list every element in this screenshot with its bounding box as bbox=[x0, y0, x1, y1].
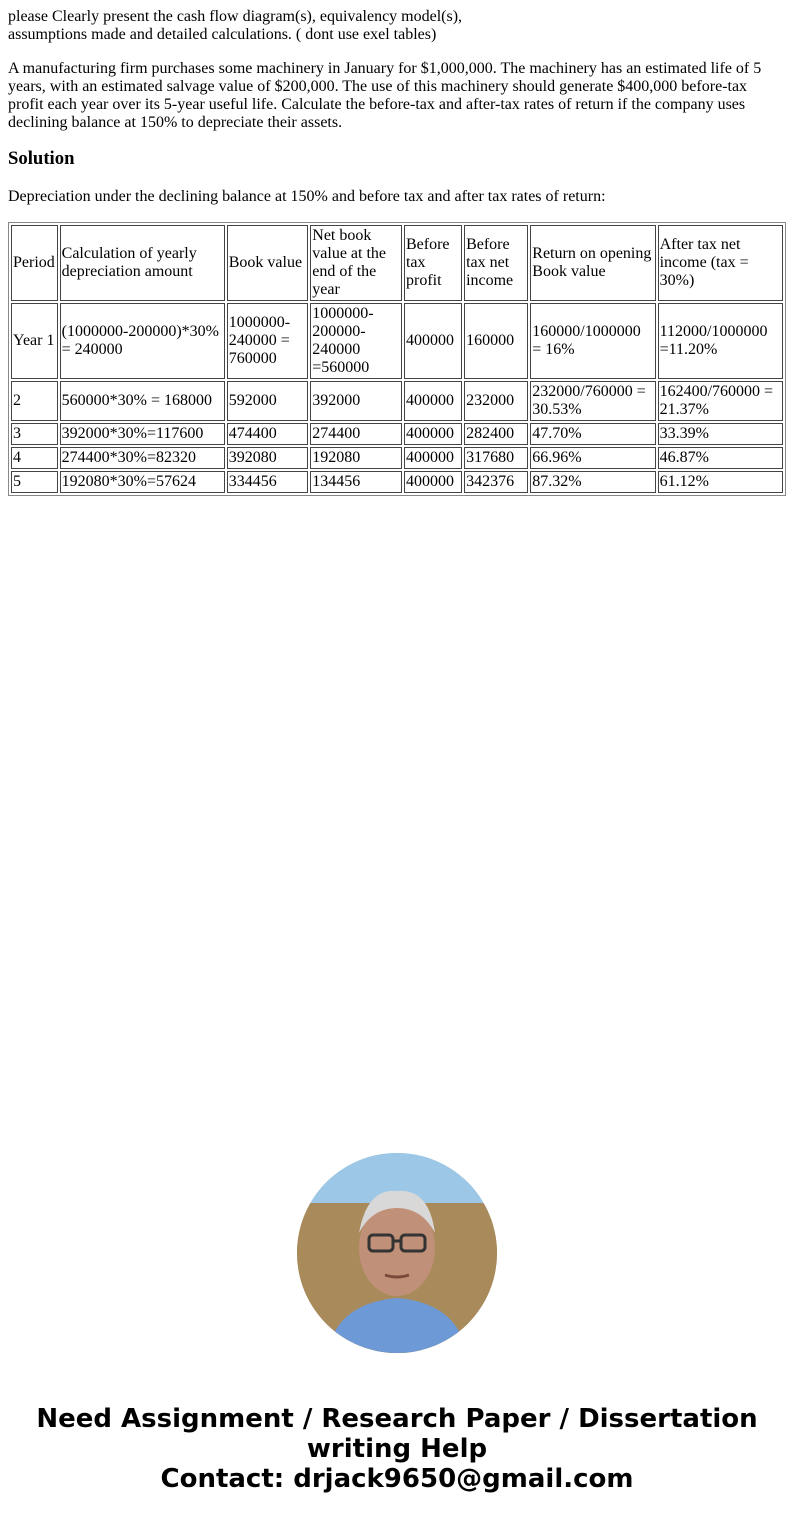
table-cell: Year 1 bbox=[11, 303, 58, 379]
table-cell: 5 bbox=[11, 471, 58, 493]
table-header-row bbox=[11, 225, 783, 301]
table-cell: 3 bbox=[11, 423, 58, 445]
question-problem: A manufacturing firm purchases some machinery in January for $1,000,000. The machinery has an estimated life of 5 years, with an estimated salvage value of $200,000. The use of this machinery should generate $400,000 before-tax profit each year over its 5-year useful life. Calculate the before-tax and after-tax rates of return if the company uses declining balance at 150% to depreciate their assets. bbox=[8, 60, 762, 131]
table-cell: Book value bbox=[227, 225, 309, 301]
table-cell: 274400*30%=82320 bbox=[60, 447, 225, 469]
table-cell: 232000 bbox=[464, 381, 528, 421]
table-row bbox=[11, 303, 783, 379]
table-row bbox=[11, 447, 783, 469]
solution-heading: Solution bbox=[8, 148, 75, 169]
table-cell: 192080 bbox=[310, 447, 402, 469]
table-cell: 192080*30%=57624 bbox=[60, 471, 225, 493]
table-cell: 400000 bbox=[404, 447, 462, 469]
table-cell: 162400/760000 = 21.37% bbox=[658, 381, 783, 421]
table-cell: 160000/1000000 = 16% bbox=[530, 303, 655, 379]
table-row bbox=[11, 423, 783, 445]
table-cell: 274400 bbox=[310, 423, 402, 445]
table-cell: After tax net income (tax = 30%) bbox=[658, 225, 783, 301]
table-cell: Return on opening Book value bbox=[530, 225, 655, 301]
contact-banner bbox=[0, 1404, 794, 1494]
banner-line-1: Need Assignment / Research Paper / Dissertation writing Help bbox=[36, 1404, 758, 1464]
table-cell: 400000 bbox=[404, 381, 462, 421]
table-cell: 560000*30% = 168000 bbox=[60, 381, 225, 421]
table-cell: 392000 bbox=[310, 381, 402, 421]
table-cell: 66.96% bbox=[530, 447, 655, 469]
table-cell: 282400 bbox=[464, 423, 528, 445]
table-cell: 592000 bbox=[227, 381, 309, 421]
table-cell: Net book value at the end of the year bbox=[310, 225, 402, 301]
table-cell: Calculation of yearly depreciation amount bbox=[60, 225, 225, 301]
table-cell: 47.70% bbox=[530, 423, 655, 445]
table-cell: 392000*30%=117600 bbox=[60, 423, 225, 445]
table-cell: 61.12% bbox=[658, 471, 783, 493]
table-cell: 87.32% bbox=[530, 471, 655, 493]
table-cell: Before tax net income bbox=[464, 225, 528, 301]
table-cell: 400000 bbox=[404, 303, 462, 379]
question-instructions: please Clearly present the cash flow diagram(s), equivalency model(s), assumptions made and detailed calculations. ( dont use exel tables) bbox=[8, 8, 463, 43]
table-cell: 112000/1000000 =11.20% bbox=[658, 303, 783, 379]
table-cell: 4 bbox=[11, 447, 58, 469]
table-cell: 342376 bbox=[464, 471, 528, 493]
table-cell: 2 bbox=[11, 381, 58, 421]
author-photo bbox=[297, 1153, 497, 1353]
table-cell: 134456 bbox=[310, 471, 402, 493]
table-cell: 232000/760000 = 30.53% bbox=[530, 381, 655, 421]
table-cell: 334456 bbox=[227, 471, 309, 493]
table-cell: 400000 bbox=[404, 471, 462, 493]
depreciation-table bbox=[8, 222, 786, 496]
table-cell: Before tax profit bbox=[404, 225, 462, 301]
banner-contact: Contact: drjack9650@gmail.com bbox=[160, 1464, 634, 1494]
table-cell: 1000000-240000 = 760000 bbox=[227, 303, 309, 379]
table-cell: (1000000-200000)*30% = 240000 bbox=[60, 303, 225, 379]
table-cell: 474400 bbox=[227, 423, 309, 445]
table-cell: 317680 bbox=[464, 447, 528, 469]
table-row bbox=[11, 381, 783, 421]
table-cell: 400000 bbox=[404, 423, 462, 445]
table-cell: 46.87% bbox=[658, 447, 783, 469]
table-cell: 392080 bbox=[227, 447, 309, 469]
table-cell: 1000000-200000-240000 =560000 bbox=[310, 303, 402, 379]
table-cell: 33.39% bbox=[658, 423, 783, 445]
table-cell: Period bbox=[11, 225, 58, 301]
solution-intro: Depreciation under the declining balance at 150% and before tax and after tax rates of return: bbox=[8, 188, 606, 205]
table-cell: 160000 bbox=[464, 303, 528, 379]
table-row bbox=[11, 471, 783, 493]
